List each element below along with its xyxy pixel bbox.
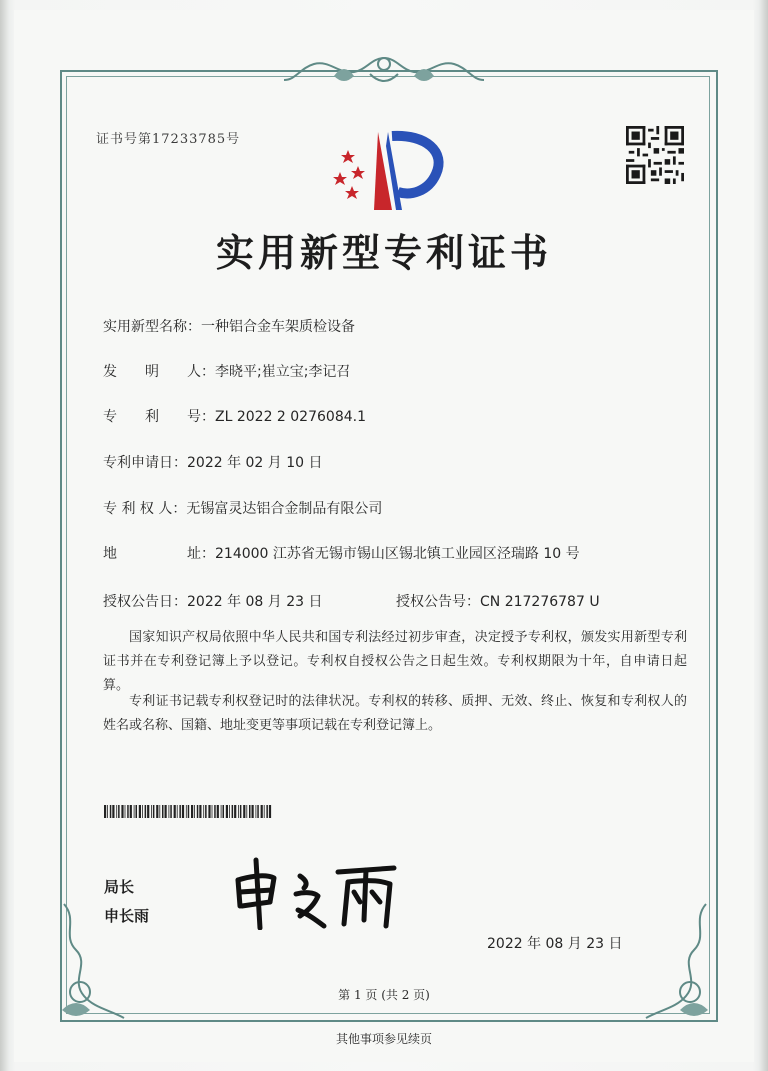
- certificate-title: 实用新型专利证书: [215, 230, 552, 275]
- address-row: [103, 543, 580, 563]
- grant-date-value: 2022 年 08 月 23 日: [187, 594, 323, 610]
- bottom-right-ornament: [636, 900, 716, 1024]
- patentee-label: 专 利 权 人：: [103, 501, 187, 517]
- qr-code: [626, 126, 684, 184]
- statement-paragraph-1: 国家知识产权局依照中华人民共和国专利法经过初步审查，决定授予专利权，颁发实用新型专利证书并在专利登记簿上予以登记。专利权自授权公告之日起生效。专利权期限为十年，自申请日起算。: [103, 630, 687, 693]
- utility-name-value: 一种铝合金车架质检设备: [201, 319, 355, 335]
- patentee-row: [103, 498, 382, 518]
- issue-date: 2022 年 08 月 23 日: [487, 936, 623, 952]
- utility-name-row: [103, 316, 355, 336]
- grant-number-label: 授权公告号：: [396, 594, 480, 610]
- certificate-number: 证书号第17233785号: [96, 132, 241, 147]
- grant-date-row: [103, 591, 323, 611]
- continued-note: 其他事项参见续页: [335, 1032, 432, 1046]
- patent-number-row: [103, 406, 366, 426]
- address-label: 地 址：: [103, 546, 215, 562]
- grant-number-value: CN 217276787 U: [480, 594, 600, 610]
- utility-name-label: 实用新型名称：: [103, 319, 201, 335]
- application-date-label: 专利申请日：: [103, 455, 187, 471]
- director-title: 局长: [104, 878, 135, 896]
- patent-number-label: 专 利 号：: [103, 409, 215, 425]
- top-ornament: [274, 50, 494, 94]
- director-signature: [230, 850, 400, 930]
- director-name: 申长雨: [104, 907, 150, 925]
- cnipa-logo: [330, 126, 446, 214]
- address-value: 214000 江苏省无锡市锡山区锡北镇工业园区泾瑞路 10 号: [215, 546, 580, 562]
- patentee-value: 无锡富灵达铝合金制品有限公司: [186, 501, 383, 517]
- application-date-row: [103, 452, 323, 472]
- application-date-value: 2022 年 02 月 10 日: [187, 455, 323, 471]
- page-number: 第 1 页 (共 2 页): [338, 988, 430, 1002]
- statement-paragraph-2: 专利证书记载专利权登记时的法律状况。专利权的转移、质押、无效、终止、恢复和专利权人的姓名或名称、国籍、地址变更等事项记载在专利登记簿上。: [103, 694, 687, 733]
- patent-number-value: ZL 2022 2 0276084.1: [215, 409, 366, 425]
- grant-date-label: 授权公告日：: [103, 594, 187, 610]
- barcode: [104, 805, 274, 818]
- grant-number-row: [396, 591, 600, 611]
- inventor-label: 发 明 人：: [103, 364, 215, 380]
- inventor-value: 李晓平;崔立宝;李记召: [215, 364, 351, 380]
- inventor-row: [103, 361, 350, 381]
